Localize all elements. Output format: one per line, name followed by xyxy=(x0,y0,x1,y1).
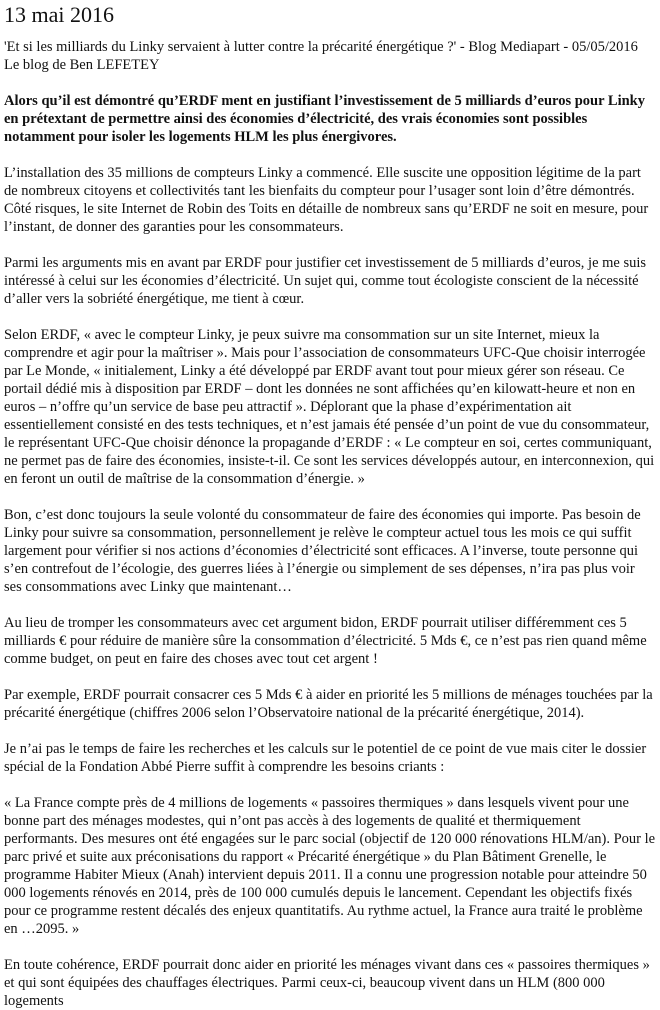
document-page xyxy=(4,0,656,1010)
body-paragraph-2: Parmi les arguments mis en avant par ERDF pour justifier cet investissement de 5 milliards d’euros, je me suis intéressé à celui sur les économies d’électricité. Un sujet qui, comme tout écologiste conscient de la nécessité d’aller vers la sobriété énergétique, me tient à cœur. xyxy=(4,255,647,307)
blog-author: Le blog de Ben LEFETEY xyxy=(4,57,160,73)
body-paragraph-4: Bon, c’est donc toujours la seule volonté du consommateur de faire des économies qui importe. Pas besoin de Linky pour suivre sa consommation, personnellement je relève le compteur actuel tous les mois ce qui suffit largement pour vérifier si nos actions d’économies d’électricité sont efficaces. A l’inverse, toute personne qui s’en contrefout de l’écologie, des guerres liées à l’énergie ou simplement de ses dépenses, n’ira pas plus voir ses consommations avec Linky que maintenant… xyxy=(4,507,641,595)
body-paragraph-3: Selon ERDF, « avec le compteur Linky, je peux suivre ma consommation sur un site Internet, mieux la comprendre et agir pour la maîtriser ». Mais pour l’association de consommateurs UFC-Que choisir interrogée par Le Monde, « initialement, Linky a été développé par ERDF avant tout pour mieux gérer son réseau. Ce portail dédié mis à disposition par ERDF – dont les données ne sont affichées qu’en kilowatt-heure et non en euros – n’offre qu’un service de base peu attractif ». Déplorant que la phase d’expérimentation ait essentiellement consisté en des tests techniques, et n’est jamais été pensée d’un point de vue du consommateur, le représentant UFC-Que choisir dénonce la propagande d’ERDF : « Le compteur en soi, certes communiquant, ne permet pas de faire des économies, insiste-t-il. Ce sont les services développés autour, en interconnexion, qui en feront un outil de maîtrise de la consommation d’énergie. » xyxy=(4,327,655,487)
quote-paragraph: « La France compte près de 4 millions de logements « passoires thermiques » dans lesquels vivent pour une bonne part des ménages modestes, qui n’ont pas accès à des logements de qualité et thermiquement performants. Des mesures ont été engagées sur le parc social (objectif de 120 000 rénovations HLM/an). Pour le parc privé et suite aux préconisations du rapport « Précarité énergétique » du Plan Bâtiment Grenelle, le programme Habiter Mieux (Anah) intervient depuis 2011. Il a connu une progression notable pour atteindre 50 000 logements rénovés en 2014, près de 100 000 cumulés depuis le lancement. Cependant les objectifs fixés pour ce programme restent décalés des enjeux quantitatifs. Au rythme actuel, la France aura traité le problème en …2095. » xyxy=(4,795,656,937)
body-paragraph-9: En toute cohérence, ERDF pourrait donc aider en priorité les ménages vivant dans ces « passoires thermiques » et qui sont équipées des chauffages électriques. Parmi ceux-ci, beaucoup vivent dans un HLM (800 000 logements xyxy=(4,957,650,1009)
page-date: 13 mai 2016 xyxy=(4,2,114,27)
source-line: 'Et si les milliards du Linky servaient à lutter contre la précarité énergétique ?' - Blog Mediapart - 05/05/2016 xyxy=(4,39,638,55)
body-paragraph-7: Je n’ai pas le temps de faire les recherches et les calculs sur le potentiel de ce point de vue mais citer le dossier spécial de la Fondation Abbé Pierre suffit à comprendre les besoins criants : xyxy=(4,741,647,775)
lead-paragraph: Alors qu’il est démontré qu’ERDF ment en justifiant l’investissement de 5 milliards d’euros pour Linky en prétextant de permettre ainsi des économies d’électricité, des vrais économies sont possibles notamment pour isoler les logements HLM les plus énergivores. xyxy=(4,93,645,145)
body-paragraph-6: Par exemple, ERDF pourrait consacrer ces 5 Mds € à aider en priorité les 5 millions de ménages touchées par la précarité énergétique (chiffres 2006 selon l’Observatoire national de la précarité énergétique, 2014). xyxy=(4,687,653,721)
body-paragraph-5: Au lieu de tromper les consommateurs avec cet argument bidon, ERDF pourrait utiliser différemment ces 5 milliards € pour réduire de manière sûre la consommation d’électricité. 5 Mds €, ce n’est pas rien quand même comme budget, on peut en faire des choses avec tout cet argent ! xyxy=(4,615,647,667)
body-paragraph-1: L’installation des 35 millions de compteurs Linky a commencé. Elle suscite une opposition légitime de la part de nombreux citoyens et collectivités tant les bienfaits du compteur pour l’usager sont loin d’être démontrés. Côté risques, le site Internet de Robin des Toits en détaille de nombreux sans qu’ERDF ne soit en mesure, pour l’instant, de donner des garanties pour les consommateurs. xyxy=(4,165,649,235)
